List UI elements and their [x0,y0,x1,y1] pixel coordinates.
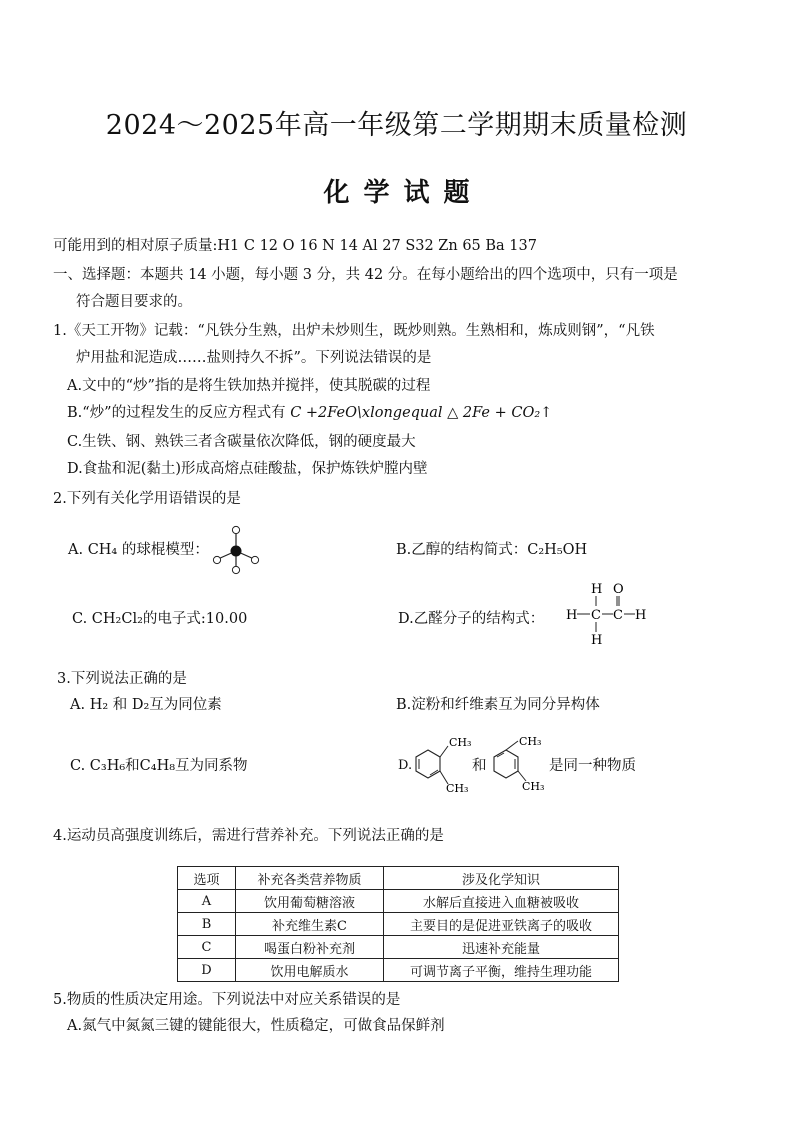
table-cell: A [178,890,236,913]
aldehyde-c2: C [613,608,623,623]
aldehyde-o: O [613,582,624,597]
aldehyde-h-bottom: H [591,633,603,648]
exam-title: 2024～2025年高一年级第二学期期末质量检测 [105,110,688,141]
exam-subtitle: 化学试题 [323,178,484,208]
o-xylene-left [410,733,476,797]
aldehyde-h-right: H [635,608,647,623]
methyl-bottom-2: CH₃ [522,780,545,793]
methyl-top: CH₃ [449,736,472,749]
q1-equation: C +2FeO\xlongequal △ 2Fe + CO₂↑ [290,405,553,421]
table-cell: 补充维生素C [236,913,384,936]
table-cell: 饮用电解质水 [236,959,384,982]
o-xylene-right [488,733,554,797]
q2-option-b: B.乙醇的结构简式：C₂H₅OH [396,542,588,558]
table-cell: D [178,959,236,982]
table-cell: C [178,936,236,959]
methyl-top-2: CH₃ [519,735,542,748]
q1-stem-line2: 炉用盐和泥造成……盐则持久不拆”。下列说法错误的是 [76,350,432,366]
q1-option-b [67,403,552,423]
q4-stem: 4.运动员高强度训练后，需进行营养补充。下列说法正确的是 [53,828,444,844]
acetaldehyde-structural-formula [562,580,654,650]
q2-option-a: A. CH₄ 的球棍模型： [68,542,209,558]
q1-option-c: C.生铁、钢、熟铁三者含碳量依次降低，钢的硬度最大 [67,434,416,450]
q2-option-d: D.乙醛分子的结构式： [398,611,545,627]
table-cell: B [178,913,236,936]
ch4-ball-stick-model [212,524,262,576]
aldehyde-c1: C [591,608,601,623]
q2-stem: 2.下列有关化学用语错误的是 [53,491,241,507]
table-cell: 迅速补充能量 [384,936,619,959]
q5-option-a: A.氮气中氮氮三键的键能很大，性质稳定，可做食品保鲜剂 [67,1018,445,1034]
q3-option-d-label: D. [398,758,413,773]
methyl-bottom: CH₃ [446,782,469,795]
q5-stem: 5.物质的性质决定用途。下列说法中对应关系错误的是 [53,992,401,1008]
table-header-row [178,867,619,890]
table-row [178,913,619,936]
table-cell: 主要目的是促进亚铁离子的吸收 [384,913,619,936]
q2-option-c: C. CH₂Cl₂的电子式:10.00 [72,611,248,627]
table-row [178,936,619,959]
section-instructions-line2: 符合题目要求的。 [76,294,192,310]
atomic-masses: 可能用到的相对原子质量:H1 C 12 O 16 N 14 Al 27 S32 Zn 65 Ba 137 [53,238,537,254]
q3-option-c: C. C₃H₆和C₄H₈互为同系物 [70,758,248,774]
aldehyde-h-top: H [591,582,603,597]
q3-and: 和 [472,758,487,774]
q1-option-a: A.文中的“炒”指的是将生铁加热并搅拌，使其脱碳的过程 [67,378,431,394]
header-option: 选项 [178,867,236,890]
q1-option-d: D.食盐和泥(黏土)形成高熔点硅酸盐，保护炼铁炉膛内壁 [67,461,428,477]
section-instructions-line1: 一、选择题：本题共 14 小题，每小题 3 分，共 42 分。在每小题给出的四个选项中，只有一项是 [53,267,678,283]
nutrition-table [177,866,619,982]
q3-option-b: B.淀粉和纤维素互为同分异构体 [396,697,600,713]
header-knowledge: 涉及化学知识 [384,867,619,890]
table-row [178,890,619,913]
table-cell: 喝蛋白粉补充剂 [236,936,384,959]
aldehyde-h-left: H [566,608,578,623]
table-row [178,959,619,982]
q3-stem: 3.下列说法正确的是 [57,671,187,687]
table-cell: 水解后直接进入血糖被吸收 [384,890,619,913]
q1-stem-line1: 1.《天工开物》记载：“凡铁分生熟，出炉未炒则生，既炒则熟。生熟相和，炼成则钢”，“凡铁 [53,323,655,339]
table-cell: 可调节离子平衡，维持生理功能 [384,959,619,982]
q3-option-a: A. H₂ 和 D₂互为同位素 [70,697,222,713]
q3-option-d-tail: 是同一种物质 [549,758,636,774]
q1-option-b-prefix: B.“炒”的过程发生的反应方程式有 [67,405,286,421]
header-nutrient: 补充各类营养物质 [236,867,384,890]
table-cell: 饮用葡萄糖溶液 [236,890,384,913]
